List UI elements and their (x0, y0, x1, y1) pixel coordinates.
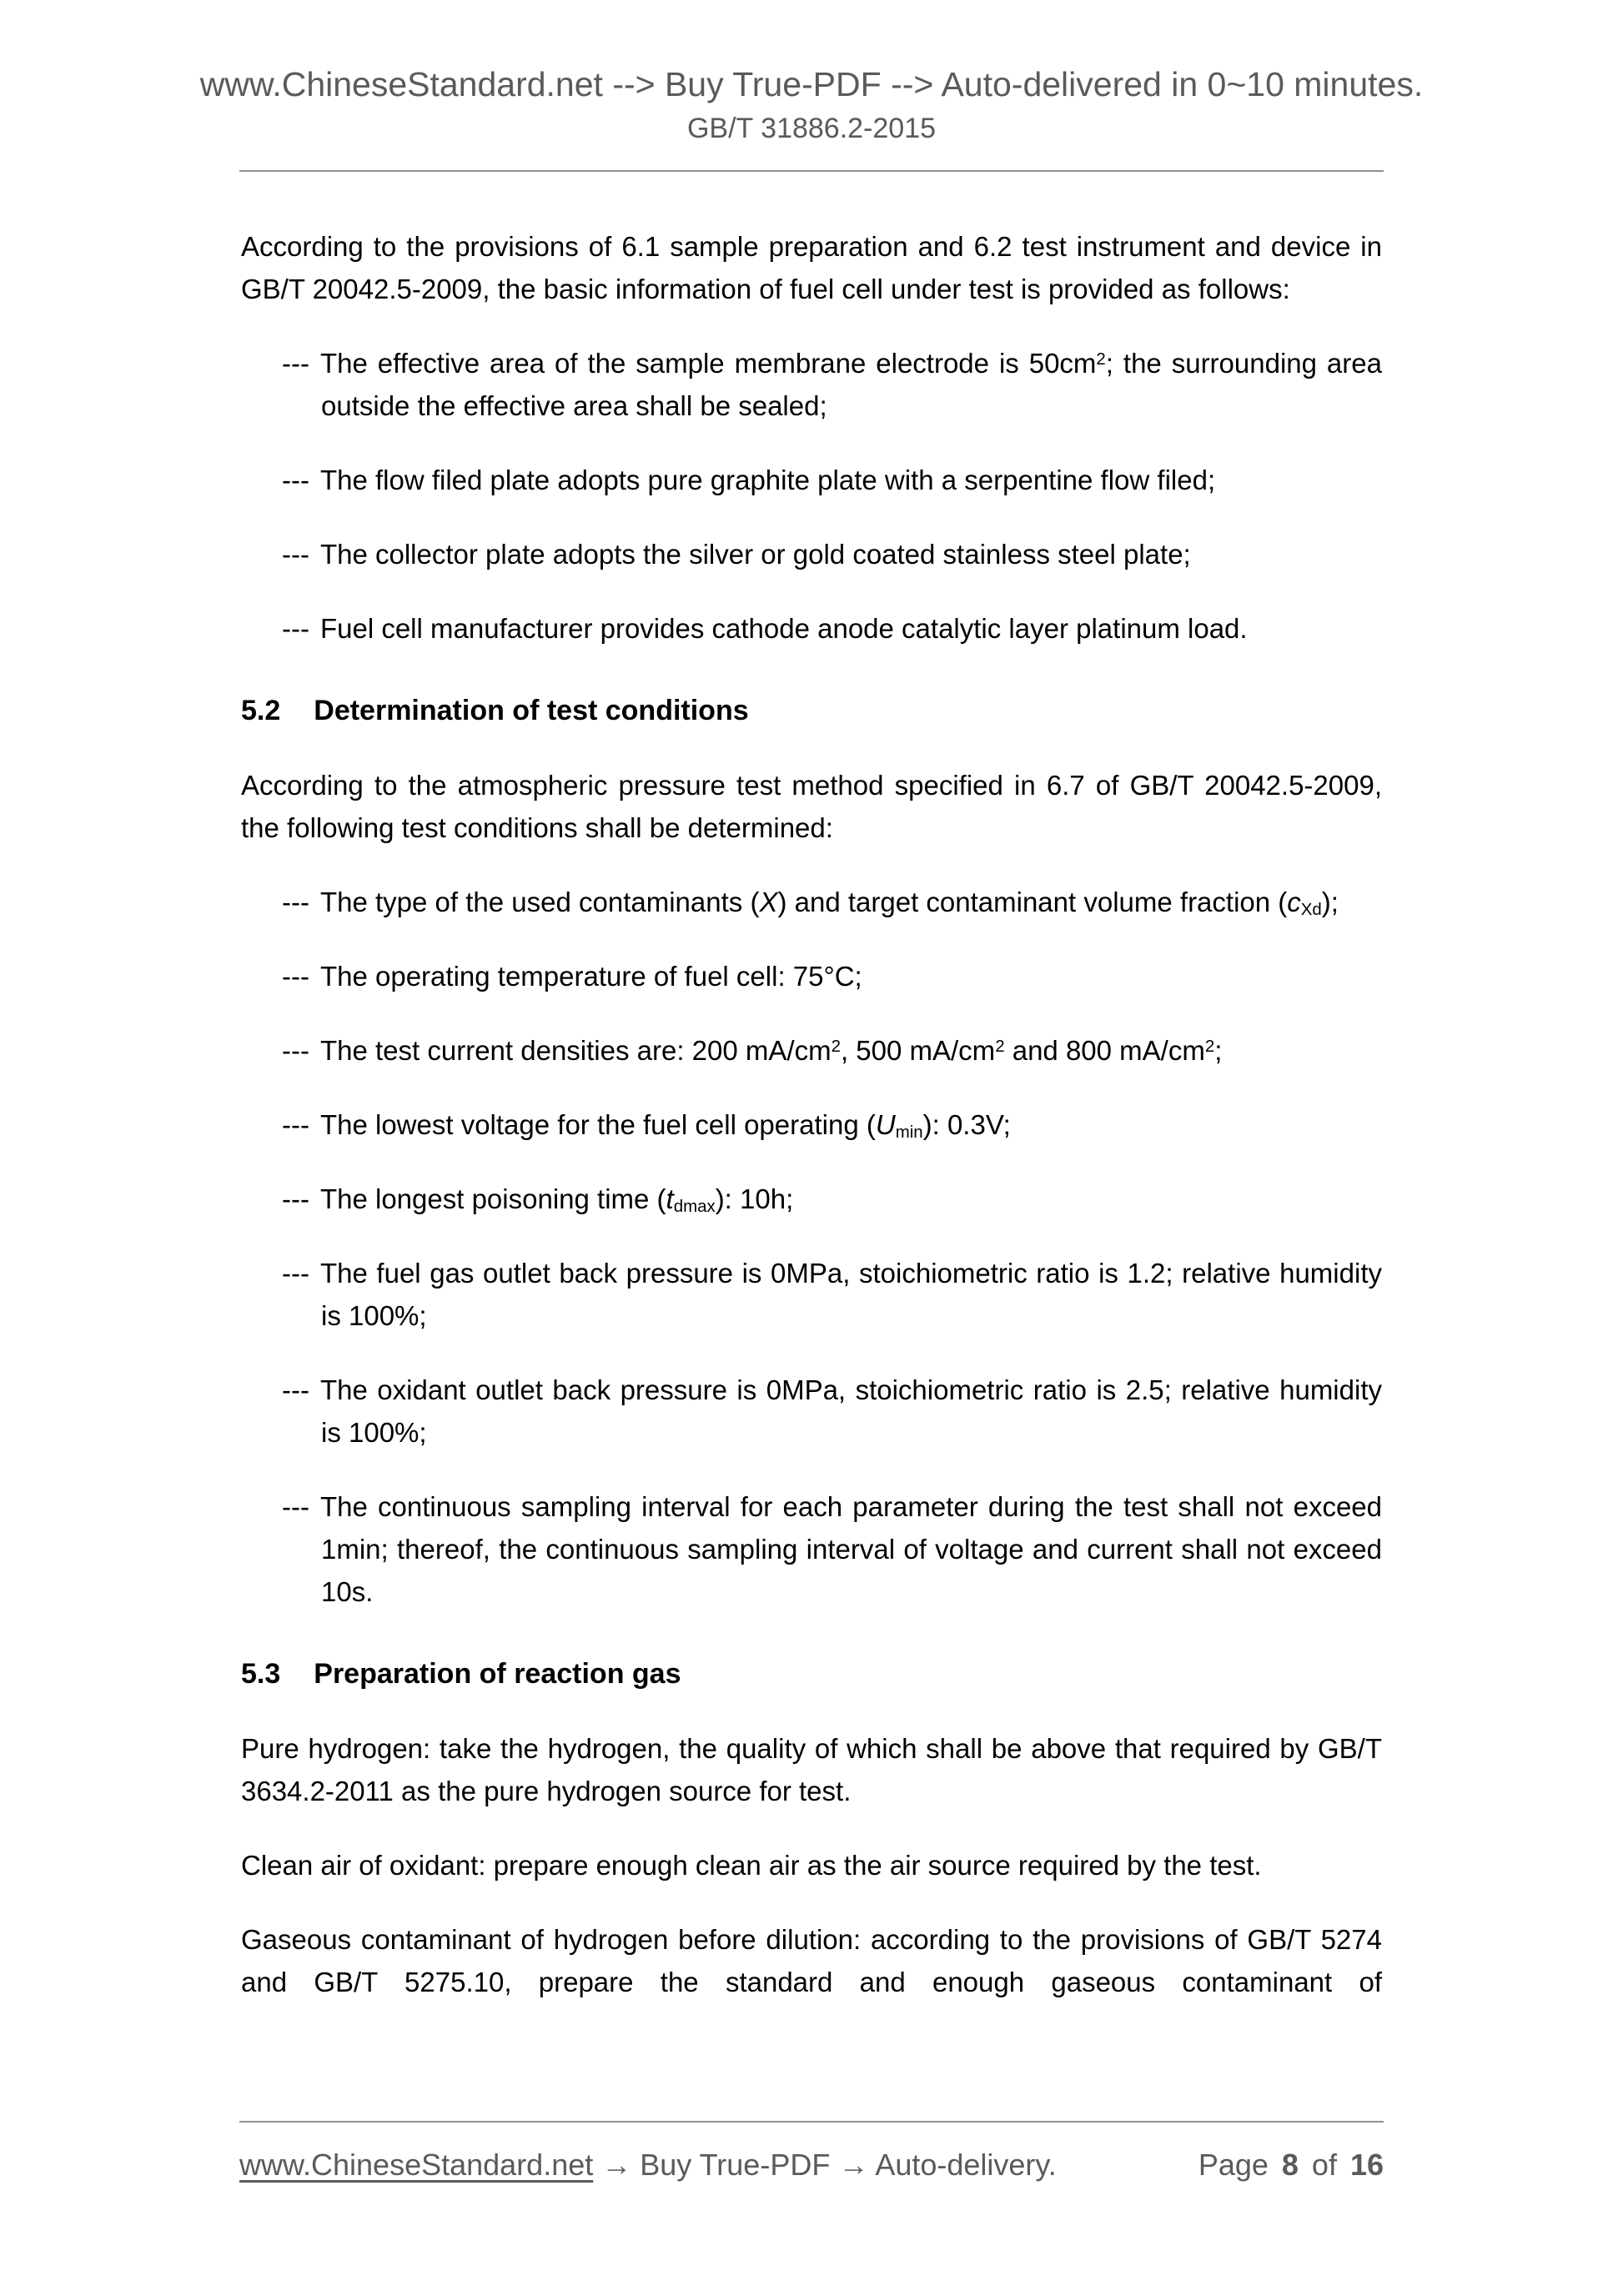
bullet-item: --- The flow filed plate adopts pure graphite plate with a serpentine flow filed; (282, 465, 1216, 495)
bullet-dash: --- (282, 1183, 309, 1214)
bullet-item: --- The fuel gas outlet back pressure is 0MPa, stoichiometric ratio is 1.2; relative humidity is 100%; (282, 1258, 1382, 1331)
section-title: Preparation of reaction gas (314, 1658, 681, 1690)
superscript-text: 2 (831, 1036, 841, 1056)
section-title: Determination of test conditions (314, 695, 749, 726)
section-heading (241, 1653, 1382, 1696)
bullet-item: --- The operating temperature of fuel cell: 75°C; (282, 961, 862, 992)
bullet-item: --- The longest poisoning time $(t_{dmax})$: 10h; (282, 1183, 794, 1216)
bullet-item: --- The test current densities are: 200 $mA/cm^2$, 500 $mA/cm^2$ and 800 $mA/cm^2$; (282, 1035, 1223, 1066)
symbol-text: t (666, 1183, 674, 1214)
symbol-text: U (875, 1109, 896, 1140)
symbol-text: X (759, 887, 778, 917)
bullet-item: --- The collector plate adopts the silver or gold coated stainless steel plate; (282, 539, 1191, 570)
superscript-text: 2 (1204, 1036, 1215, 1056)
superscript-text: 2 (995, 1036, 1005, 1056)
bullet-dash: --- (282, 465, 309, 495)
subscript-text: min (895, 1122, 923, 1142)
bullet-item: --- The type of the used contaminants (X) and target contaminant volume fraction $(c_{Xd})$; (282, 887, 1339, 919)
bullet-item: --- The effective area of the sample membrane electrode is $50cm^2$; the surrounding area outside the effective area shall be sealed; (282, 348, 1382, 421)
bullet-dash: --- (282, 1374, 309, 1405)
bullet-dash: --- (282, 961, 309, 992)
bullet-dash: --- (282, 348, 309, 379)
subscript-text: Xd (1300, 899, 1322, 919)
footer-breadcrumb: www.ChineseStandard.net → Buy True-PDF → Auto-delivery. (239, 2148, 1057, 2182)
standard-number: GB/T 31886.2-2015 (686, 113, 937, 144)
paragraph: Pure hydrogen: take the hydrogen, the quality of which shall be above that required by GB/T 3634.2-2011 as the pure hydrogen source for test. (241, 1733, 1382, 1806)
paragraph: According to the atmospheric pressure test method specified in 6.7 of GB/T 20042.5-2009, the following test conditions shall be determined: (241, 770, 1382, 843)
footer-site-link[interactable]: www.ChineseStandard.net (239, 2148, 594, 2182)
footer-divider (239, 2121, 1384, 2123)
site-banner: www.ChineseStandard.net --> Buy True-PDF --> Auto-delivered in 0~10 minutes. (199, 65, 1424, 103)
bullet-item: --- The lowest voltage for the fuel cell operating $(U_{min})$: 0.3V; (282, 1109, 1011, 1142)
bullet-item: --- The oxidant outlet back pressure is 0MPa, stoichiometric ratio is 2.5; relative humidity is 100%; (282, 1374, 1382, 1448)
bullet-item: --- Fuel cell manufacturer provides cathode anode catalytic layer platinum load. (282, 613, 1248, 644)
bullet-dash: --- (282, 1258, 309, 1289)
bullet-dash: --- (282, 887, 309, 917)
symbol-text: c (1287, 887, 1301, 917)
page-footer (239, 2147, 1384, 2183)
paragraph: According to the provisions of 6.1 sample preparation and 6.2 test instrument and device in GB/T 20042.5-2009, the basic information of fuel cell under test is provided as follows: (241, 231, 1382, 304)
section-number: 5.2 (241, 695, 281, 726)
paragraph: Gaseous contaminant of hydrogen before dilution: according to the provisions of GB/T 5274 and GB/T 5275.10, prepare the standard and enough gaseous contaminant of (241, 1924, 1382, 1997)
paragraph: Clean air of oxidant: prepare enough clean air as the air source required by the test. (241, 1850, 1262, 1881)
superscript-text: 2 (1096, 349, 1106, 369)
bold-text: 16 (1349, 2148, 1384, 2182)
bullet-item: --- The continuous sampling interval for each parameter during the test shall not exceed 1min; thereof, the continuous sampling interval of voltage and current shall not exceed 10s. (282, 1491, 1382, 1607)
section-number: 5.3 (241, 1658, 281, 1690)
subscript-text: dmax (673, 1196, 716, 1216)
header-divider (239, 170, 1384, 172)
bold-text: 8 (1281, 2148, 1299, 2182)
bullet-dash: --- (282, 1491, 309, 1522)
section-heading (241, 690, 1382, 732)
bullet-dash: --- (282, 539, 309, 570)
footer-page-indicator: Page 8 of 16 (1198, 2148, 1384, 2182)
bullet-dash: --- (282, 1035, 309, 1066)
document-body (241, 225, 1382, 2003)
page-header (0, 0, 1623, 172)
bullet-dash: --- (282, 613, 309, 644)
bullet-dash: --- (282, 1109, 309, 1140)
